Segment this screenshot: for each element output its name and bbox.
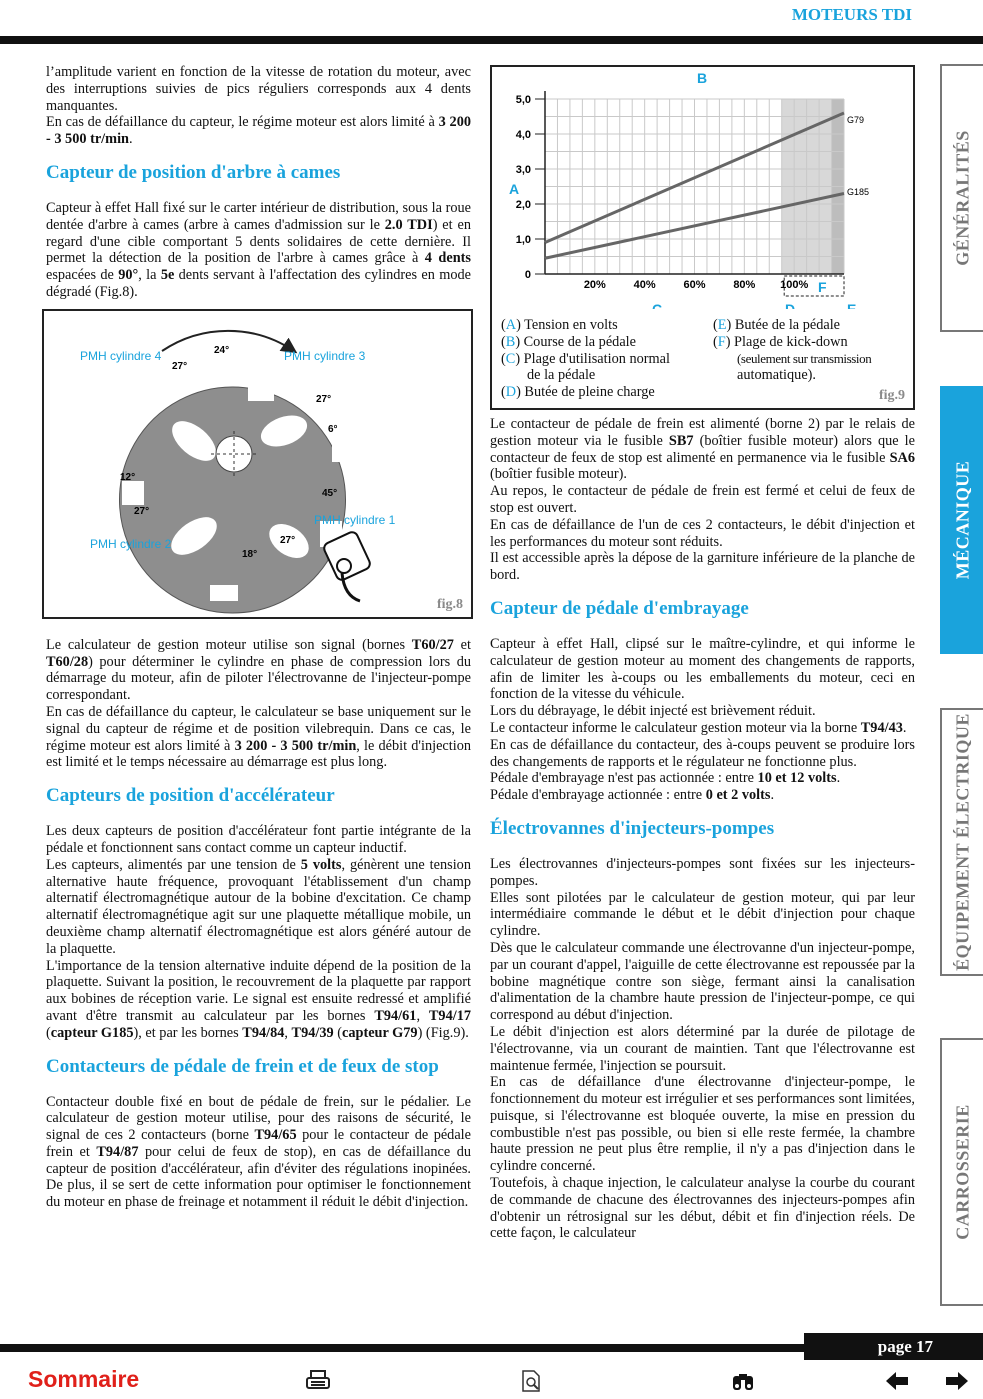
legend-left: (A) Tension en volts (B) Course de la pédale (C) Plage d'utilisation normal de la pédale (D) Butée de pleine charge bbox=[501, 317, 670, 401]
paragraph: l’amplitude varient en fonction de la vitesse de rotation du moteur, avec des interruptions suivies de pics réguliers corresponds aux 4 dents manquantes. bbox=[46, 64, 471, 114]
sommaire-link[interactable]: Sommaire bbox=[28, 1366, 140, 1392]
paragraph: Capteur à effet Hall fixé sur le carter intérieur de distribution, sous la roue dentée d'arbre à cames (arbre à cames d'admission sur le 2.0 TDI) et en regard d'une cible comportant 5 dents solidaires de cette dernière. Il permet la détection de la position de l'arbre à cames grâce à 4 dents espacées de 90°, la 5e dents servant à l'affectation des cylindres en mode dégradé (Fig.8). bbox=[46, 199, 472, 300]
y-tick-label: 4,0 bbox=[515, 129, 531, 141]
paragraph: Toutefois, à chaque injection, le calculateur analyse la courbe du courant de commande de chacune des électrovannes des injecteurs-pompes afin d'obtenir un rétrosignal sur les début, débit et fin d'injection réels. De cette façon, le calculateur bbox=[490, 1175, 915, 1242]
paragraph: Pédale d'embrayage n'est pas actionnée : entre 10 et 12 volts. bbox=[490, 770, 841, 787]
section-heading-cam: Capteur de position d'arbre à cames bbox=[46, 161, 341, 183]
chart-label-a: A bbox=[509, 181, 520, 197]
figure-8 bbox=[42, 309, 473, 619]
chart-label-d: D bbox=[785, 301, 796, 309]
chart-label-c: C bbox=[652, 301, 663, 309]
paragraph: Elles sont pilotées par le calculateur de gestion moteur, qui par leur intermédiaire commande le début et le débit d'injection pour chaque cylindre. bbox=[490, 889, 915, 940]
label-pmh-4: PMH cylindre 4 bbox=[80, 348, 162, 363]
target-wheel bbox=[120, 387, 346, 613]
paragraph: En cas de défaillance d'une électrovanne d'injecteur-pompe, le fonctionnement du moteur est irrégulier et ses performances sont limitées, puisque, si l'électrovanne est bloquée ouverte, la mise en pression du combustible n'est pas possible, ou bien si elle reste fermée, la chambre haute pression ne peut plus être remplie, il n'y a pas d'injection dans le cylindre concerné. bbox=[490, 1074, 915, 1175]
paragraph: Les capteurs, alimentés par une tension de 5 volts, génèrent une tension alternative haute fréquence, provoquant l'établissement d'un champ alternatif électromagnétique autour de la bobine d'excitation. Ce champ alternatif électromagnétique agit sur une plaquette métallique mobile, un deuxième champ alternatif électromagnétique est alors généré autour de la plaquette. bbox=[46, 856, 471, 957]
y-tick-label: 1,0 bbox=[515, 234, 531, 246]
section-heading-clutch: Capteur de pédale d'embrayage bbox=[490, 597, 749, 619]
label-pmh-2: PMH cylindre 2 bbox=[90, 536, 172, 551]
tab-generalites[interactable]: GÉNÉRALITÉS bbox=[940, 64, 983, 332]
x-tick-label: 40% bbox=[633, 279, 656, 291]
y-tick-label: 2,0 bbox=[515, 199, 531, 211]
x-tick-label: 100% bbox=[780, 279, 809, 291]
tab-equipement-electrique[interactable]: ÉQUIPEMENT ÉLECTRIQUE bbox=[940, 708, 983, 976]
x-tick-label: 20% bbox=[583, 279, 606, 291]
chart-label-e: E bbox=[847, 301, 857, 309]
series-label-g79: G79 bbox=[847, 115, 865, 125]
section-heading-injector: Électrovannes d'injecteurs-pompes bbox=[490, 817, 775, 839]
paragraph: En cas de défaillance du capteur, le calculateur se base uniquement sur le signal du capteur de régime et de position vilebrequin. Dans ce cas, le régime moteur est alors limité à 3 200 - 3 500 tr/min, le débit d'injection est limité et le temps nécessaire au démarrage est plus long. bbox=[46, 703, 472, 771]
angle-label: 45° bbox=[322, 487, 338, 499]
y-tick-label: 5,0 bbox=[515, 94, 531, 106]
paragraph: En cas de défaillance du capteur, le régime moteur est alors limité à 3 200 - 3 500 tr/min. bbox=[46, 114, 472, 148]
paragraph: Le contacteur informe le calculateur gestion moteur via la borne T94/43. bbox=[490, 719, 907, 736]
page-footer bbox=[0, 1330, 983, 1399]
angle-label: 24° bbox=[214, 344, 230, 356]
header-rule bbox=[0, 36, 983, 44]
camshaft-target-diagram bbox=[44, 311, 471, 617]
chart-label-f: F bbox=[818, 279, 827, 295]
tab-carrosserie[interactable]: CARROSSERIE bbox=[940, 1038, 983, 1306]
paragraph: Le contacteur de pédale de frein est alimenté (borne 2) par le relais de gestion moteur via le fusible SB7 (boîtier fusible moteur) alors que le contacteur de feux de stop est alimenté en permanence via le fusible SA6 (boîtier fusible moteur). bbox=[490, 416, 915, 483]
page-header bbox=[0, 0, 983, 46]
wheel-notch bbox=[122, 481, 144, 505]
angle-label: 27° bbox=[172, 360, 188, 372]
legend-right: (E) Butée de la pédale (F) Plage de kick-down (seulement sur transmission automatique). bbox=[713, 317, 872, 384]
paragraph: Il est accessible après la dépose de la garniture inférieure de la planche de bord. bbox=[490, 550, 915, 584]
figure-label: fig.8 bbox=[436, 596, 463, 612]
section-tabs bbox=[940, 64, 983, 1309]
paragraph: Contacteur double fixé en bout de pédale de frein, sur le pédalier. Le calculateur de gestion moteur utilise, pour des raisons de sécurité, le signal de ces 2 contacteurs (borne T94/65 pour le contacteur de pédale frein et T94/87 pour celui de feux de stop), en cas de défaillance du capteur de position d'accélérateur, afin d'éviter des régulations inopinées. De plus, il se sert de cette information pour optimiser le fonctionnement du moteur en phase de freinage et notamment il réduit le débit d'injection. bbox=[46, 1093, 471, 1211]
y-tick-label: 3,0 bbox=[515, 164, 531, 176]
angle-label: 27° bbox=[316, 393, 332, 405]
wheel-notch bbox=[210, 585, 238, 601]
left-column bbox=[46, 64, 471, 1211]
angle-label: 27° bbox=[280, 534, 296, 546]
angle-label: 12° bbox=[120, 471, 136, 483]
wheel-notch bbox=[332, 436, 354, 462]
label-pmh-3: PMH cylindre 3 bbox=[284, 348, 366, 363]
paragraph: Dès que le calculateur commande une électrovanne d'un injecteur-pompe, par un courant d'appel, l'aiguille de cette électrovanne est repoussée par la bobine magnétique contre son siège, fermant ainsi la canalisation d'alimentation de la chambre haute pression de l'injecteur-pompe, ce qui correspond au début d'injection. bbox=[490, 939, 915, 1024]
page-number: page 17 bbox=[804, 1333, 983, 1360]
pedal-voltage-chart bbox=[492, 67, 913, 309]
chart-label-b: B bbox=[697, 70, 708, 86]
paragraph: Les électrovannes d'injecteurs-pompes sont fixées sur les injecteurs-pompes. bbox=[490, 855, 915, 889]
wheel-notch bbox=[248, 381, 274, 401]
paragraph: Au repos, le contacteur de pédale de frein est fermé et celui de feux de stop est ouvert. bbox=[490, 483, 915, 516]
right-column bbox=[490, 64, 915, 1242]
print-icon[interactable] bbox=[305, 1368, 331, 1394]
paragraph: En cas de défaillance de l'un de ces 2 contacteurs, le débit d'injection et les performances du moteur sont réduits. bbox=[490, 516, 915, 550]
section-heading-brake: Contacteurs de pédale de frein et de feux de stop bbox=[46, 1055, 439, 1077]
series-label-g185: G185 bbox=[847, 187, 870, 197]
paragraph: Capteur à effet Hall, clipsé sur le maître-cylindre, et qui informe le calculateur de gestion moteur au moment des changements de rapports, afin de limiter les à-coups ou les emballements du moteur, ceci en fonction de la vitesse du véhicule. bbox=[490, 635, 915, 703]
y-tick-label: 0 bbox=[524, 269, 531, 281]
arrow-left-icon[interactable] bbox=[884, 1368, 910, 1394]
tab-mecanique[interactable]: MÉCANIQUE bbox=[940, 386, 983, 654]
paragraph: Le débit d'injection est alors déterminé par la durée de pilotage de l'électrovanne, via un courant de maintien. Tant que l'électrovanne est maintenue fermée, l'injection se poursuit. bbox=[490, 1023, 915, 1074]
label-pmh-1: PMH cylindre 1 bbox=[314, 512, 396, 527]
x-tick-label: 60% bbox=[683, 279, 706, 291]
paragraph: L'importance de la tension alternative induite dépend de la position de la plaquette. Suivant la position, le recouvrement de la plaquette par rapport aux bobines de réception varie. Le signal est ensuite redressé et amplifié avant d'être transmit au calculateur par les bornes T94/61, T94/17 (capteur G185), et par les bornes T94/84, T94/39 (capteur G79) (Fig.9). bbox=[46, 957, 471, 1041]
section-heading-accelerator: Capteurs de position d'accélérateur bbox=[46, 785, 335, 807]
paragraph: Les deux capteurs de position d'accélérateur font partie intégrante de la pédale et fonctionnent sans contact comme un capteur inductif. bbox=[46, 823, 471, 856]
header-title: MOTEURS TDI bbox=[791, 5, 912, 24]
wheel-hub bbox=[216, 436, 252, 472]
x-tick-label: 80% bbox=[733, 279, 756, 291]
paragraph: Pédale d'embrayage actionnée : entre 0 et 2 volts. bbox=[490, 787, 775, 804]
figure-9 bbox=[490, 65, 915, 410]
paragraph: Lors du débrayage, le débit injecté est brièvement réduit. bbox=[490, 703, 816, 720]
search-document-icon[interactable] bbox=[518, 1368, 544, 1394]
angle-label: 6° bbox=[328, 423, 338, 435]
angle-label: 18° bbox=[242, 548, 258, 560]
arrow-right-icon[interactable] bbox=[944, 1368, 970, 1394]
paragraph: En cas de défaillance du contacteur, des à-coups peuvent se produire lors des changements de rapports et le régulateur ne fonctionne plus. bbox=[490, 736, 915, 770]
paragraph: Le calculateur de gestion moteur utilise son signal (bornes T60/27 et T60/28) pour déterminer le cylindre en phase de compression lors du démarrage du moteur, afin de piloter l'électrovanne de l'injecteur-pompe correspondant. bbox=[46, 636, 471, 704]
binoculars-icon[interactable] bbox=[730, 1368, 756, 1394]
angle-label: 27° bbox=[134, 505, 150, 517]
figure-label: fig.9 bbox=[878, 388, 905, 403]
